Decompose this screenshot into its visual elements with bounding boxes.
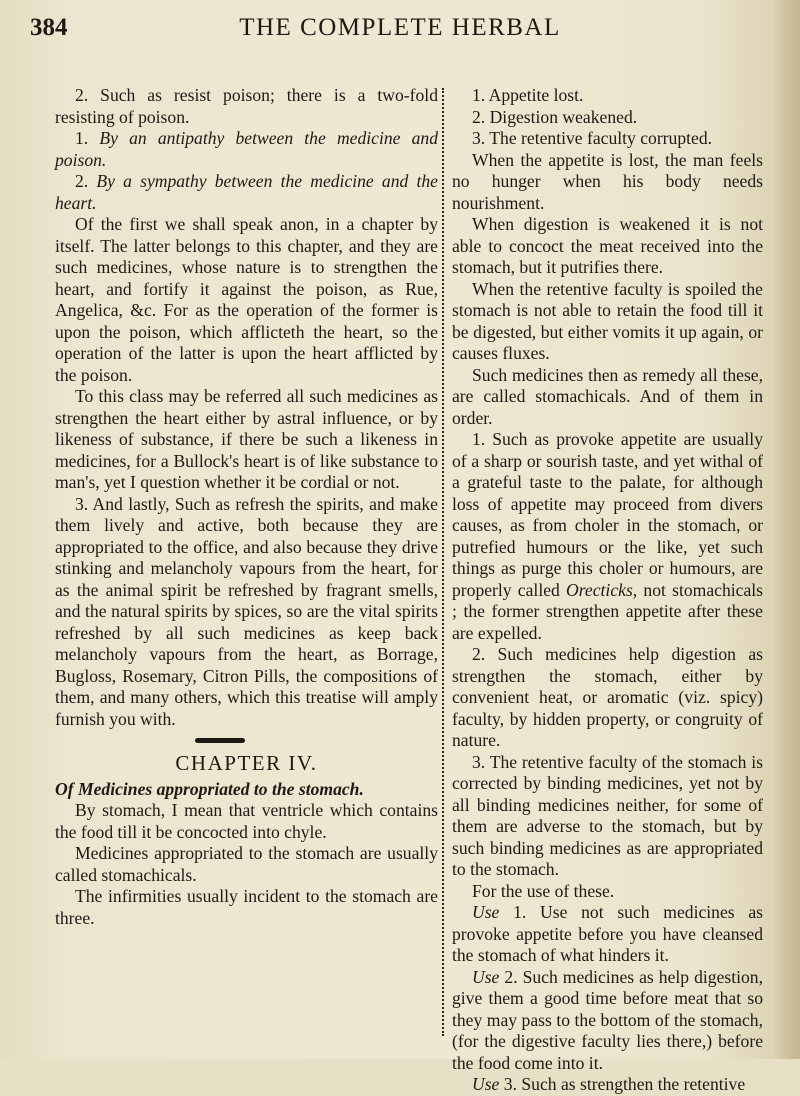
paragraph: By stomach, I mean that ventricle which contains the food till it be concocted into chyle.: [55, 800, 438, 842]
paragraph: Use 1. Use not such medicines as provoke appetite before you have cleansed the stomach of what hinders it.: [452, 902, 764, 965]
paragraph: 2. Such as resist poison; there is a two-fold resisting of poison.: [55, 85, 438, 127]
list-item: 2. Digestion weakened.: [472, 106, 638, 127]
list-item: 3. The retentive faculty corrupted.: [472, 128, 713, 148]
paragraph: The infirmities usually incident to the stomach are three.: [55, 886, 438, 928]
paragraph: When the appetite is lost, the man feels no hunger when his body needs nourishment.: [452, 149, 763, 213]
paragraph: 2. Such medicines help digestion as strengthen the stomach, either by convenient heat, or aromatic (viz. spicy) faculty, by hidden property, or congruity of nature.: [452, 644, 763, 750]
paragraph: 3. And lastly, Such as refresh the spirits, and make them lively and active, both because they are appropriated to the office, and also because they drive stinking and melancholy vapours from the heart, for as the animal spirit be refreshed by fragrant smells, and the natural spirits by spices, so are the vital spirits refreshed by all such medicines as keep back melancholy vapours from the heart, as Borrage, Bugloss, Rosemary, Citron Pills, the compositions of them, and many others, which this treatise will amply furnish you with.: [55, 493, 438, 729]
paragraph: When the retentive faculty is spoiled the stomach is not able to retain the food till it be digested, but either vomits it up again, or causes fluxes.: [452, 278, 763, 363]
list-item: 1. By an antipathy between the medicine and poison.: [55, 128, 438, 170]
chapter-title: CHAPTER IV.: [175, 751, 318, 775]
ornament-rule: [195, 738, 245, 743]
paragraph: To this class may be referred all such medicines as strengthen the heart either by astral influence, or by likeness of substance, if there be such a likeness in medicines, for a Bullock's heart is of like substance to man's, yet I question whether it be cordial or not.: [55, 386, 438, 492]
paragraph: 3. The retentive faculty of the stomach is corrected by binding medicines, yet not by all binding medicines neither, for some of them are adverse to the stomach, but by such binding medicines as are appropriated to the stomach.: [452, 751, 763, 879]
right-column: [452, 85, 763, 1096]
paragraph: Such medicines then as remedy all these, are called stomachicals. And of them in order.: [452, 364, 763, 428]
paragraph: Use 2. Such medicines as help digestion, give them a good time before meat that so they may pass to the bottom of the stomach, (for the digestive faculty lies there,) before the food come into it.: [452, 966, 763, 1073]
paragraph: 1. Such as provoke appetite are usually of a sharp or sourish taste, and yet withal of a grateful taste to the palate, for although loss of appetite may proceed from divers causes, as from choler in the stomach, or putrefied humours or the like, yet such things as purge this choler or humours, are properly called Orecticks, not stomachicals ; the former strengthen appetite after these are expelled.: [452, 429, 763, 643]
paragraph: For the use of these.: [472, 880, 615, 901]
page-number: 384: [30, 14, 68, 41]
left-column: [55, 85, 438, 929]
paragraph: Use 3. Such as strengthen the retentive: [472, 1074, 746, 1094]
paragraph: When digestion is weakened it is not able to concoct the meat received into the stomach, but it putrifies there.: [452, 214, 763, 277]
paragraph: Of the first we shall speak anon, in a chapter by itself. The latter belongs to this chapter, and they are such medicines, whose nature is to strengthen the heart, and fortify it against the poison, as Rue, Angelica, &c. For as the operation of the former is upon the poison, which afflicteth the heart, so the operation of the latter is upon the heart afflicted by the poison.: [55, 214, 438, 385]
list-item: 1. Appetite lost.: [472, 85, 584, 105]
column-divider: [442, 88, 444, 1036]
section-title: Of Medicines appropriated to the stomach.: [55, 778, 364, 799]
paragraph: Medicines appropriated to the stomach are usually called stomachicals.: [55, 843, 438, 885]
running-title: THE COMPLETE HERBAL: [239, 14, 561, 41]
page-edge-shadow: [772, 0, 800, 1059]
page-header: [30, 14, 770, 54]
list-item: 2. By a sympathy between the medicine and the heart.: [55, 171, 438, 213]
